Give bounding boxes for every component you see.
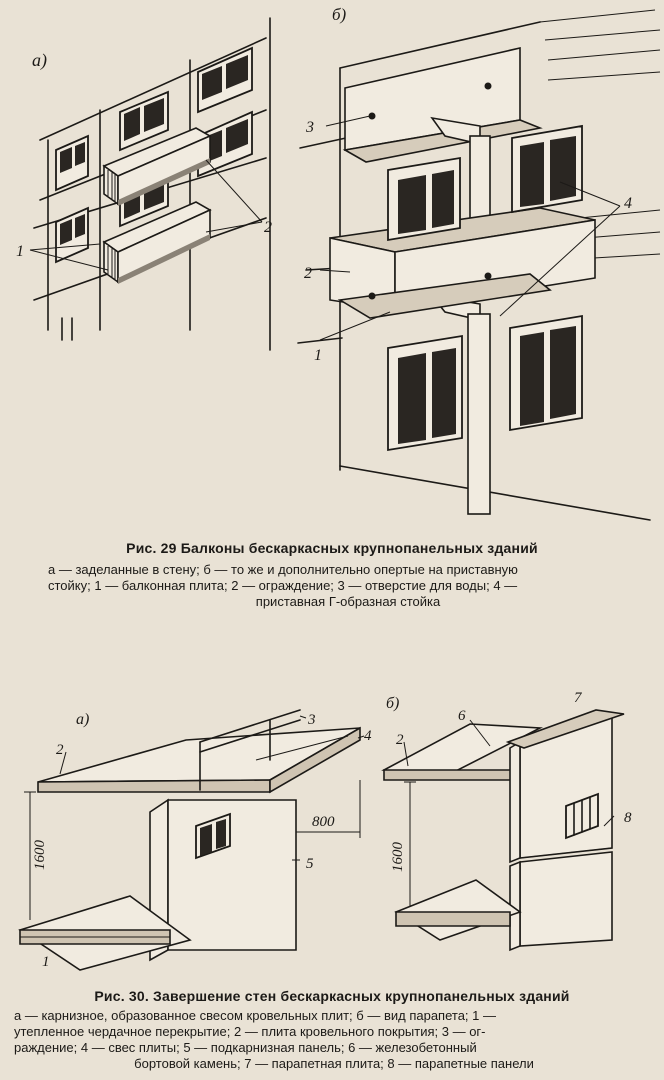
fig30b-floor [396, 880, 520, 940]
figure-30-caption-title: Рис. 30. Завершение стен бескаркасных крупнопанельных зданий [94, 988, 570, 1004]
fig29a-callout-1: 1 [16, 243, 24, 260]
fig30a-callout-1: 1 [42, 954, 50, 970]
fig29b-callout-4: 4 [624, 195, 632, 212]
fig29-caption-line: стойку; 1 — балконная плита; 2 — ограждение; 3 — отверстие для воды; 4 — [48, 578, 518, 593]
fig30b-dim-height: 1600 [390, 842, 406, 872]
fig30b-callout-2: 2 [396, 732, 404, 748]
fig30-caption-line: бортовой камень; 7 — парапетная плита; 8 — парапетные панели [134, 1056, 534, 1071]
fig30a-callout-4: 4 [364, 728, 372, 744]
fig30-caption-line: утепленное чердачное перекрытие; 2 — плита кровельного покрытия; 3 — ог- [14, 1024, 486, 1039]
fig30a-dim-height: 1600 [32, 840, 48, 870]
fig29-caption-line: а — заделанные в стену; б — то же и дополнительно опертые на приставную [48, 562, 518, 577]
fig30b-lower-wall [510, 852, 612, 950]
fig30b-callout-7: 7 [574, 690, 582, 706]
fig29b-callout-2: 2 [304, 265, 312, 282]
fig30a-callout-2: 2 [56, 742, 64, 758]
fig29-caption-line: приставная Г-образная стойка [255, 594, 441, 609]
fig30b-label: б) [386, 695, 400, 712]
fig30a-label: а) [76, 711, 90, 728]
fig30b-callout-8: 8 [624, 810, 632, 826]
fig29a-label: а) [32, 50, 47, 70]
fig29b-callout-3: 3 [306, 119, 314, 136]
fig30a-callout-3: 3 [308, 712, 316, 728]
fig30-caption-line: а — карнизное, образованное свесом кровельных плит; б — вид парапета; 1 — [14, 1008, 496, 1023]
fig29b-callout-1: 1 [314, 347, 322, 364]
figure-29-caption-title: Рис. 29 Балконы бескаркасных крупнопанельных зданий [126, 540, 538, 556]
fig29b-label: б) [332, 5, 347, 24]
figure-30-caption-body [14, 1008, 654, 1072]
fig30b-callout-6: 6 [458, 708, 466, 724]
fig30a-callout-5: 5 [306, 856, 314, 872]
fig30a-dim-width: 800 [312, 814, 335, 830]
fig30-caption-line: раждение; 4 — свес плиты; 5 — подкарнизная панель; 6 — железобетонный [14, 1040, 477, 1055]
fig29a-callout-2: 2 [264, 219, 272, 236]
